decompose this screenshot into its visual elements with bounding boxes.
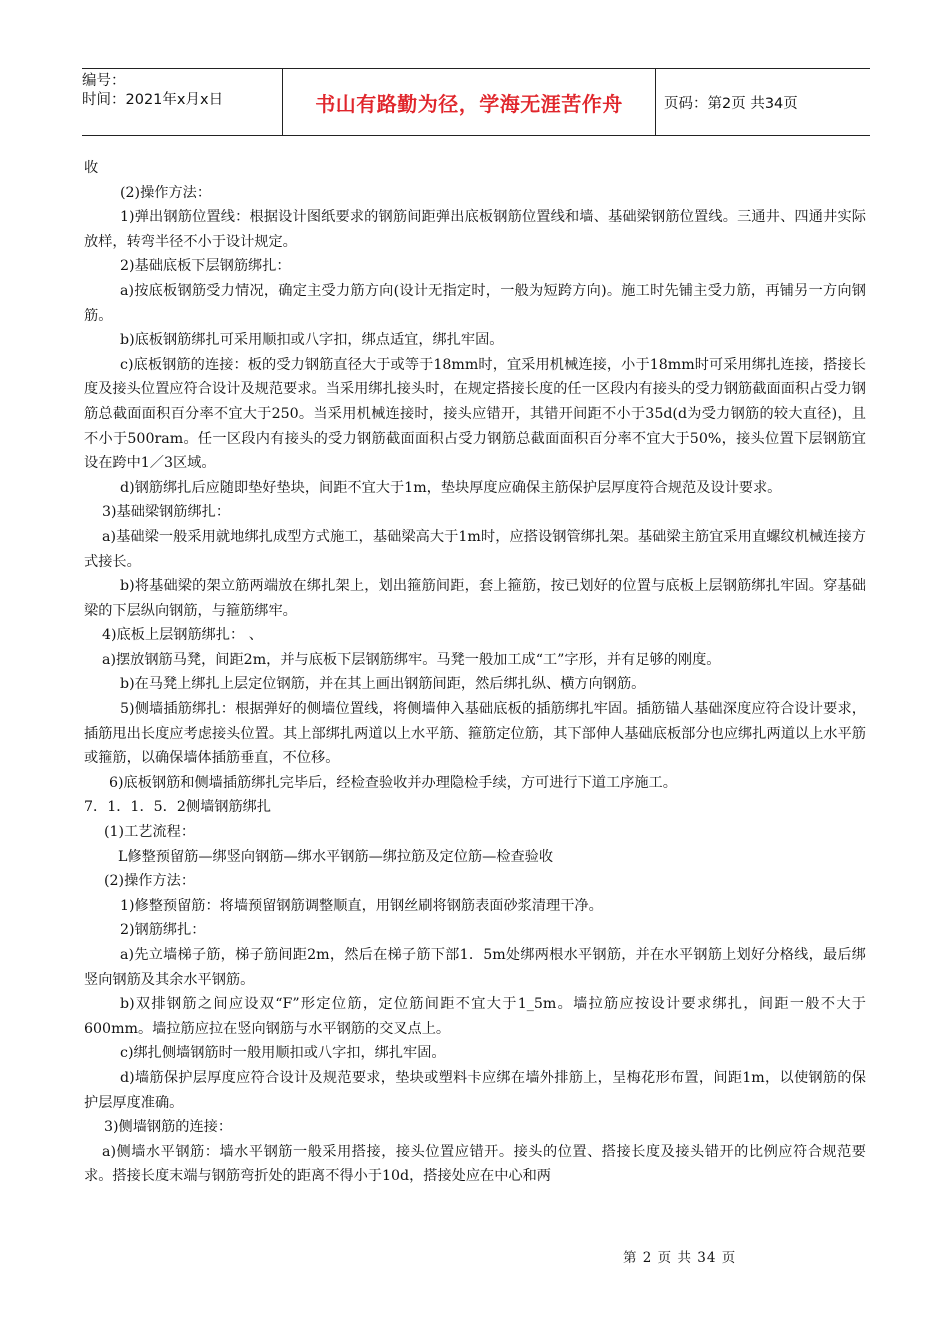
body-paragraph: c)底板钢筋的连接：板的受力钢筋直径大于或等于18mm时，宜采用机械连接，小于18mm时可采用绑扎连接，搭接长度及接头位置应符合设计及规范要求。当采用绑扎接头时，在规定搭接长度的任一区段内有接头的受力钢筋截面面积占受力钢筋总截面面积百分率不宜大于250。当采用机械连接时，接头应错开，其错开间距不小于35d(d为受力钢筋的较大直径)，且不小于500ram。任一区段内有接头的受力钢筋截面面积占受力钢筋总截面面积百分率不宜大于50%，接头位置下层钢筋宜设在跨中1／3区域。 xyxy=(84,356,866,472)
body-paragraph: (1)工艺流程： xyxy=(104,824,196,841)
body-paragraph: 3)侧墙钢筋的连接： xyxy=(104,1119,233,1136)
page-header xyxy=(82,68,870,136)
body-paragraph: b)将基础梁的架立筋两端放在绑扎架上，划出箍筋间距，套上箍筋，按已划好的位置与底板上层钢筋绑扎牢固。穿基础梁的下层纵向钢筋，与箍筋绑牢。 xyxy=(84,578,866,619)
body-paragraph: L修整预留筋—绑竖向钢筋—绑水平钢筋—绑拉筋及定位筋—检查验收 xyxy=(118,848,554,865)
body-paragraph: b)在马凳上绑扎上层定位钢筋，并在其上画出钢筋间距，然后绑扎纵、横方向钢筋。 xyxy=(120,676,646,693)
header-page-info: 页码：第2页 共34页 xyxy=(664,95,798,112)
body-paragraph: 2)钢筋绑扎： xyxy=(120,922,206,939)
document-body xyxy=(84,156,866,1189)
body-paragraph: a)摆放钢筋马凳，间距2m，并与底板下层钢筋绑牢。马凳一般加工成“工”字形，并有足够的刚度。 xyxy=(102,651,721,668)
body-paragraph: b)底板钢筋绑扎可采用顺扣或八字扣，绑点适宜，绑扎牢固。 xyxy=(120,332,504,349)
body-paragraph: 1)弹出钢筋位置线：根据设计图纸要求的钢筋间距弹出底板钢筋位置线和墙、基础梁钢筋位置线。三通井、四通井实际放样，转弯半径不小于设计规定。 xyxy=(84,209,866,250)
body-paragraph: 1)修整预留筋：将墙预留钢筋调整顺直，用钢丝刷将钢筋表面砂浆清理干净。 xyxy=(120,897,603,914)
document-number-label: 编号： xyxy=(82,73,126,89)
body-paragraph: 收 xyxy=(84,160,99,176)
body-paragraph: a)先立墙梯子筋，梯子筋间距2m，然后在梯子筋下部1．5m处绑两根水平钢筋，并在水平钢筋上划好分格线，最后绑竖向钢筋及其余水平钢筋。 xyxy=(84,947,866,988)
body-paragraph: d)墙筋保护层厚度应符合设计及规范要求，垫块或塑料卡应绑在墙外排筋上，呈梅花形布置，间距1m，以使钢筋的保护层厚度准确。 xyxy=(84,1069,866,1111)
body-paragraph: 3)基础梁钢筋绑扎： xyxy=(102,504,231,521)
header-meta xyxy=(82,69,282,135)
body-paragraph: (2)操作方法： xyxy=(120,184,212,201)
body-paragraph: 4)底板上层钢筋绑扎： 、 xyxy=(102,627,263,644)
body-paragraph: 7．1．1．5．2侧墙钢筋绑扎 xyxy=(84,799,272,816)
header-motto: 书山有路勤为径，学海无涯苦作舟 xyxy=(282,69,656,135)
body-paragraph: 2)基础底板下层钢筋绑扎： xyxy=(120,258,291,275)
body-paragraph: b)双排钢筋之间应设双“F”形定位筋，定位筋间距不宜大于1_5m。墙拉筋应按设计要求绑扎，间距一般不大于600mm。墙拉筋应拉在竖向钢筋与水平钢筋的交叉点上。 xyxy=(84,996,866,1037)
page-footer: 第 2 页 共 34 页 xyxy=(623,1250,737,1266)
body-paragraph: d)钢筋绑扎后应随即垫好垫块，间距不宜大于1m，垫块厚度应确保主筋保护层厚度符合规范及设计要求。 xyxy=(120,479,782,496)
body-paragraph: a)按底板钢筋受力情况，确定主受力筋方向(设计无指定时，一般为短跨方向)。施工时先铺主受力筋，再铺另一方向钢筋。 xyxy=(84,282,866,324)
body-paragraph: 5)侧墙插筋绑扎：根据弹好的侧墙位置线，将侧墙伸入基础底板的插筋绑扎牢固。插筋锚人基础深度应符合设计要求，插筋甩出长度应考虑接头位置。其上部绑扎两道以上水平筋、箍筋定位筋，其下部伸人基础底板部分也应绑扎两道以上水平筋或箍筋，以确保墙体插筋垂直，不位移。 xyxy=(84,701,866,767)
document-time-label: 时间：2021年x月x日 xyxy=(82,92,224,108)
body-paragraph: c)绑扎侧墙钢筋时一般用顺扣或八字扣，绑扎牢固。 xyxy=(120,1045,446,1062)
body-paragraph: (2)操作方法： xyxy=(104,873,196,890)
body-paragraph: a)侧墙水平钢筋：墙水平钢筋一般采用搭接，接头位置应错开。接头的位置、搭接长度及接头错开的比例应符合规范要求。搭接长度末端与钢筋弯折处的距离不得小于10d，搭接处应在中心和两 xyxy=(84,1143,866,1185)
body-paragraph: a)基础梁一般采用就地绑扎成型方式施工，基础梁高大于1m时，应搭设钢管绑扎架。基础梁主筋宜采用直螺纹机械连接方式接长。 xyxy=(84,528,866,570)
body-paragraph: 6)底板钢筋和侧墙插筋绑扎完毕后，经检查验收并办理隐检手续，方可进行下道工序施工。 xyxy=(109,774,677,791)
